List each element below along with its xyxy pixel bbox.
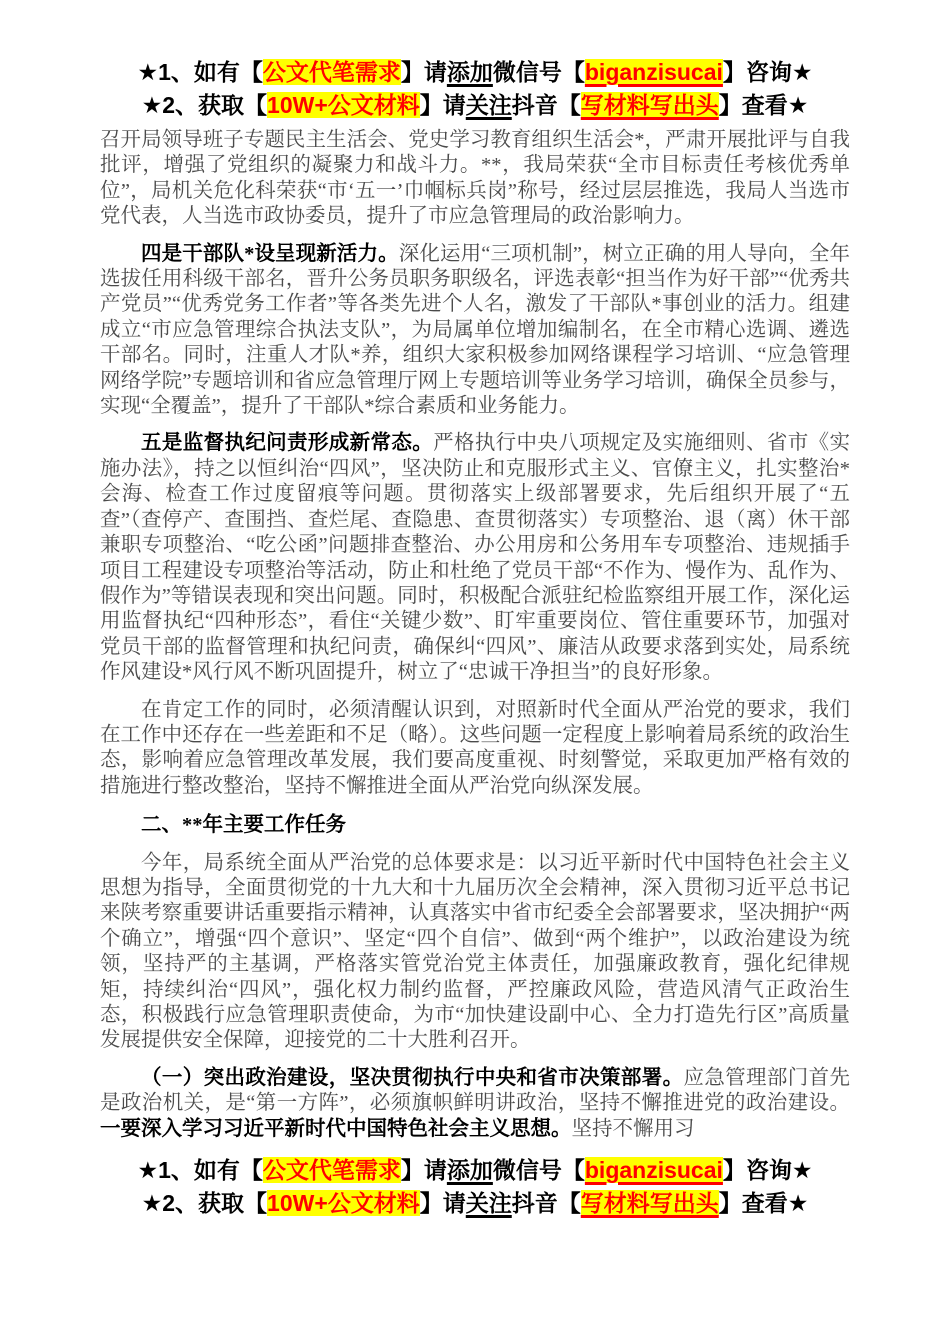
promo-underline-add: 添加 xyxy=(446,1157,493,1184)
section-heading xyxy=(100,813,850,838)
promo-text: 】查看★ xyxy=(718,92,809,118)
text-run: 严格执行中央八项规定及实施细则、省市《实施办法》，持之以恒纠治“四风”，坚决防止和克服形式主义、官僚主义，扎实整治*会海、检查工作过度留痕等问题。贯彻落实上级部署要求，先后组织开展了“五查”（查停产、查围挡、查烂尾、查隐患、查贯彻落实）专项整治、退（离）休干部兼职专项整治、“吃公函”问题排查整治、办公用房和公务用车专项整治、违规插手项目工程建设专项整治等活动，防止和杜绝了党员干部“不作为、慢作为、乱作为、假作为”等错误表现和突出问题。同时，积极配合派驻纪检监察组开展工作，深化运用监督执纪“四种形态”，看住“关键少数”、盯牢重要岗位、管住重要环节，加强对党员干部的监督管理和执纪问责，确保纠“四风”、廉洁从政要求落到实处，局系统作风建设*风行风不断巩固提升，树立了“忠诚干净担当”的良好形象。 xyxy=(100,432,851,684)
paragraph xyxy=(100,128,850,230)
paragraph xyxy=(100,698,850,800)
paragraph xyxy=(100,1066,850,1142)
paragraph xyxy=(100,851,850,1054)
text-run: 召开局领导班子专题民主生活会、党史学习教育组织生活会*，严肃开展批评与自我批评，增强了党组织的凝聚力和战斗力。**，我局荣获“全市目标责任考核优秀单位”，局机关危化科荣获“市‘五一’巾帼标兵岗”称号，经过层层推选，我局人当选市党代表，人当选市政协委员，提升了市应急管理局的政治影响力。 xyxy=(100,129,850,228)
promo-line-2 xyxy=(100,89,850,122)
document-body xyxy=(100,128,850,1142)
promo-douyin-id: 写材料写出头 xyxy=(580,92,719,118)
promo-text: 】请 xyxy=(400,59,447,85)
promo-douyin-id: 写材料写出头 xyxy=(580,1190,719,1217)
promo-highlight-materials: 10W+公文材料 xyxy=(267,1190,420,1217)
text-run: 深化运用“三项机制”，树立正确的用人导向，全年选拔任用科级干部名，晋升公务员职务职级名，评选表彰“担当作为好干部”“优秀共产党员”“优秀党务工作者”等各类先进个人名，激发了干部队*事创业的活力。组建成立“市应急管理综合执法支队”，为局属单位增加编制名，在全市精心选调、遴选干部名。同时，注重人才队*养，组织大家积极参加网络课程学习培训、“应急管理网络学院”专题培训和省应急管理厅网上专题培训等业务学习培训，确保全员参与，实现“全覆盖”，提升了干部队*综合素质和业务能力。 xyxy=(100,242,851,418)
bold-text-run: 四是干部队*设呈现新活力。 xyxy=(141,242,399,265)
promo-text: 】咨询★ xyxy=(722,1157,813,1184)
promo-text: 抖音【 xyxy=(511,92,581,118)
promo-highlight-service: 公文代笔需求 xyxy=(262,59,401,85)
text-run: 今年，局系统全面从严治党的总体要求是：以习近平新时代中国特色社会主义思想为指导，全面贯彻党的十九大和十九届历次全会精神，深入贯彻习近平总书记来陕考察重要讲话重要指示精神，认真落实中省市纪委全会部署要求，坚决拥护“两个确立”，增强“四个意识”、坚定“四个自信”、做到“两个维护”，以政治建设为统领，坚持严的主基调，严格落实管党治党主体责任，加强廉政教育，强化纪律规矩，持续纠治“四风”，强化权力制约监督，严控廉政风险，营造风清气正政治生态，积极践行应急管理职责使命，为市“加快建设副中心、全力打造先行区”高质量发展提供安全保障，迎接党的二十大胜利召开。 xyxy=(100,851,850,1052)
promo-highlight-materials: 10W+公文材料 xyxy=(267,92,420,118)
promo-text: ★2、获取【 xyxy=(141,1190,268,1217)
bold-text-run: 一要深入学习习近平新时代中国特色社会主义思想。 xyxy=(100,1117,572,1140)
promo-text: ★1、如有【 xyxy=(137,1157,263,1184)
bold-text-run: （一）突出政治建设，坚决贯彻执行中央和省市决策部署。 xyxy=(141,1066,684,1089)
promo-wechat-id: biganzisucai xyxy=(584,1157,723,1184)
promo-banner-top xyxy=(100,56,850,122)
promo-text: 抖音【 xyxy=(511,1190,581,1217)
promo-underline-follow: 关注 xyxy=(465,1190,512,1217)
promo-underline-add: 添加 xyxy=(446,59,493,85)
paragraph xyxy=(100,431,850,685)
bold-text-run: 五是监督执纪问责形成新常态。 xyxy=(141,432,434,455)
promo-line-1 xyxy=(100,56,850,89)
paragraph xyxy=(100,242,850,420)
promo-banner-bottom xyxy=(100,1154,850,1220)
promo-text: 】请 xyxy=(419,92,466,118)
text-run: 应急管理部门首先是政治机关，是“第一方阵”，必须旗帜鲜明讲政治，坚持不懈推进党的政治建设。 xyxy=(100,1066,850,1115)
text-run: 坚持不懈用习 xyxy=(571,1117,695,1140)
promo-text: 】咨询★ xyxy=(722,59,813,85)
bold-text-run: 二、**年主要工作任务 xyxy=(141,814,346,837)
promo-text: 】请 xyxy=(400,1157,447,1184)
promo-underline-follow: 关注 xyxy=(465,92,512,118)
promo-text: 】请 xyxy=(419,1190,466,1217)
promo-text: ★1、如有【 xyxy=(137,59,263,85)
promo-text: ★2、获取【 xyxy=(141,92,268,118)
promo-text: 微信号【 xyxy=(492,1157,585,1184)
text-run: 在肯定工作的同时，必须清醒认识到，对照新时代全面从严治党的要求，我们在工作中还存在一些差距和不足（略）。这些问题一定程度上影响着局系统的政治生态，影响着应急管理改革发展，我们要高度重视、时刻警觉，采取更加严格有效的措施进行整改整治，坚持不懈推进全面从严治党向纵深发展。 xyxy=(100,698,850,797)
promo-line-2 xyxy=(100,1187,850,1220)
promo-highlight-service: 公文代笔需求 xyxy=(262,1157,401,1184)
promo-text: 微信号【 xyxy=(492,59,585,85)
promo-wechat-id: biganzisucai xyxy=(584,59,723,85)
promo-line-1 xyxy=(100,1154,850,1187)
promo-text: 】查看★ xyxy=(718,1190,809,1217)
